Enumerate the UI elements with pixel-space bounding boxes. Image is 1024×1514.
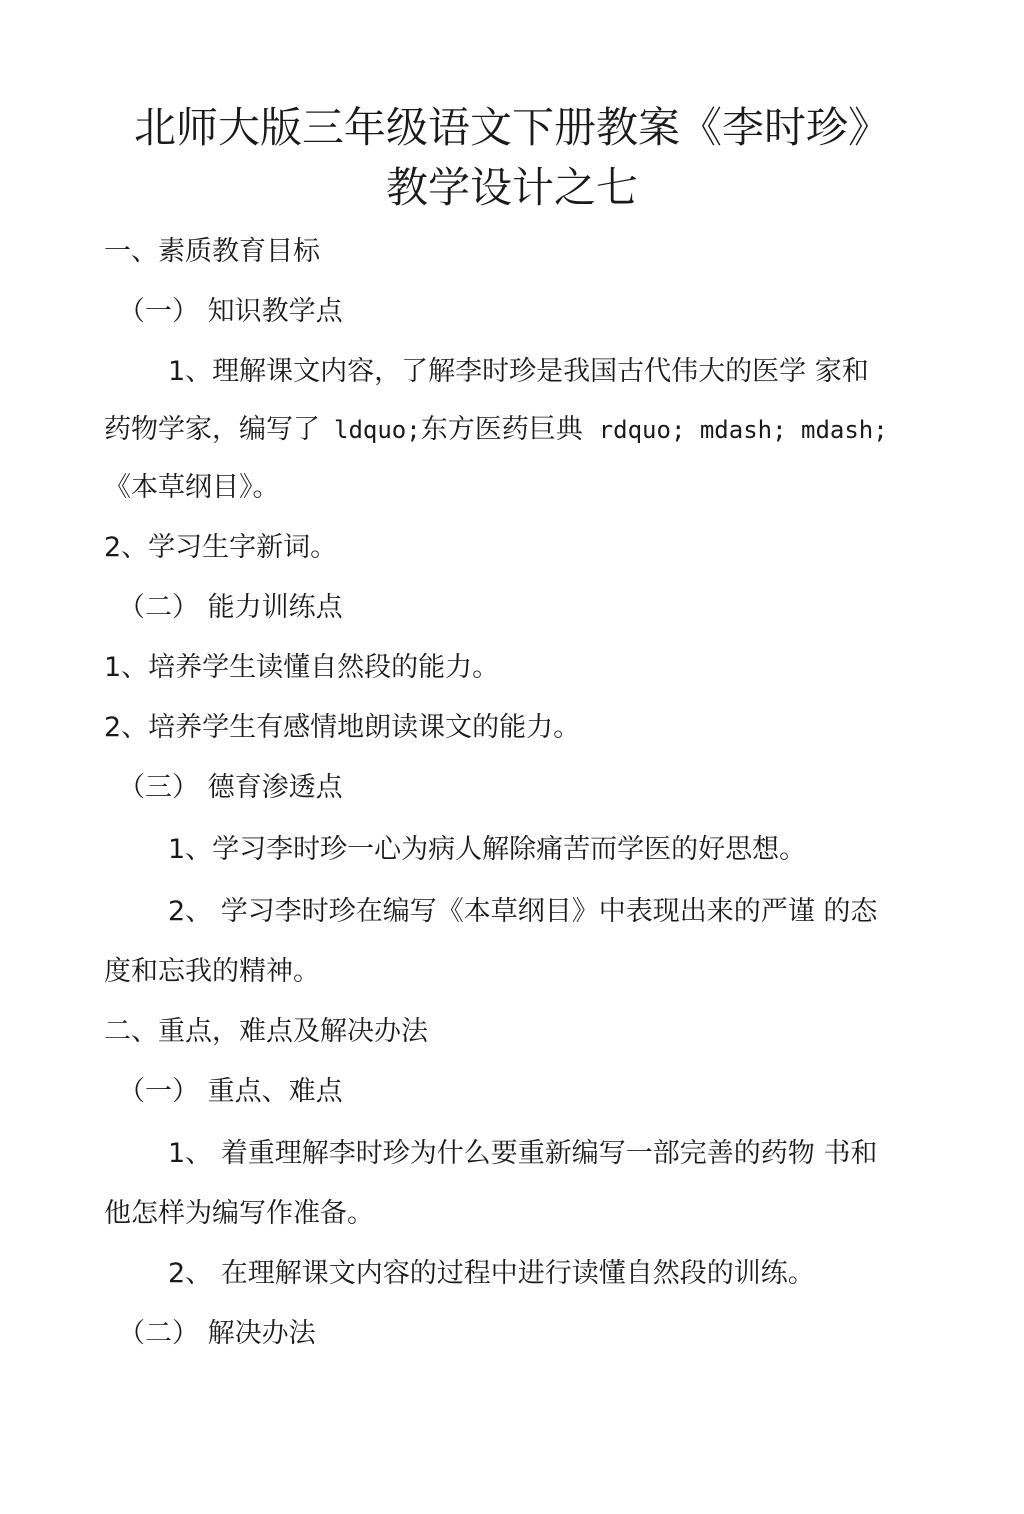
paragraph-line: 1、 着重理解李时珍为什么要重新编写一部完善的药物 书和: [168, 1138, 878, 1169]
paragraph-line: 1、学习李时珍一心为病人解除痛苦而学医的好思想。: [168, 834, 807, 865]
subsection-heading-difficulties: （一） 重点、难点: [118, 1076, 343, 1107]
entity-text: ldquo;: [334, 416, 421, 444]
section-heading-goals: 一、素质教育目标: [104, 236, 320, 267]
subsection-heading-ability: （二） 能力训练点: [118, 592, 343, 623]
paragraph-line: 2、 在理解课文内容的过程中进行读懂自然段的训练。: [168, 1258, 815, 1289]
text-span: 药物学家，编写了: [104, 414, 320, 445]
subsection-heading-solutions: （二） 解决办法: [118, 1318, 316, 1349]
paragraph-line: 2、培养学生有感情地朗读课文的能力。: [104, 712, 581, 743]
paragraph-line: 他怎样为编写作准备。: [104, 1198, 374, 1229]
subsection-heading-moral: （三） 德育渗透点: [118, 772, 343, 803]
paragraph-line: 2、 学习李时珍在编写《本草纲目》中表现出来的严谨 的态: [168, 896, 878, 927]
section-heading-keypoints: 二、重点，难点及解决办法: [104, 1016, 428, 1047]
paragraph-line: 1、培养学生读懂自然段的能力。: [104, 652, 500, 683]
document-title-line-2: 教学设计之七: [385, 163, 638, 212]
document-title-line-1: 北师大版三年级语文下册教案《李时珍》: [133, 103, 890, 152]
subsection-heading-knowledge: （一） 知识教学点: [118, 296, 343, 327]
paragraph-line: 《本草纲目》。: [104, 472, 280, 503]
paragraph-line: 2、学习生字新词。: [104, 532, 338, 563]
paragraph-line: 度和忘我的精神。: [104, 956, 320, 987]
paragraph-line: 1、理解课文内容，了解李时珍是我国古代伟大的医学 家和: [168, 356, 869, 387]
entity-text: rdquo; mdash; mdash;: [598, 416, 888, 444]
text-span: 东方医药巨典: [420, 414, 583, 445]
paragraph-line: [104, 410, 888, 450]
